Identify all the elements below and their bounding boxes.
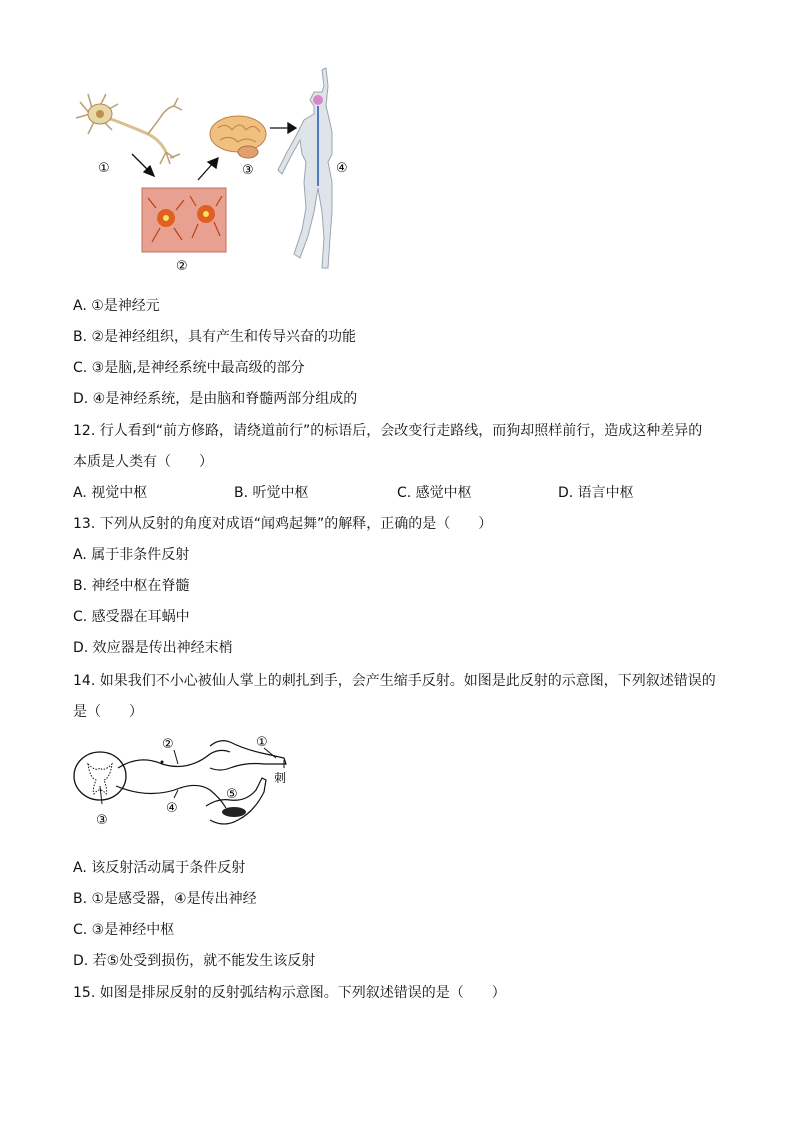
leader-2	[174, 750, 178, 764]
arrow-2-to-3	[198, 158, 218, 180]
q12-stem-line1: 12. 行人看到“前方修路，请绕道前行”的标语后，会改变行走路线，而狗却照样前行，造成这种差异的	[73, 423, 703, 439]
leader-4	[174, 790, 178, 798]
q12-stem-line2: 本质是人类有（ ）	[73, 454, 213, 470]
reflex-label-4: ④	[166, 801, 178, 816]
afferent-nerve	[118, 750, 230, 768]
reflex-arc-figure	[70, 728, 300, 832]
brain-drawing	[210, 116, 266, 152]
q11-option-a: A. ①是神经元	[73, 298, 160, 314]
q14-stem-line1: 14. 如果我们不小心被仙人掌上的刺扎到手，会产生缩手反射。如图是此反射的示意图，下列叙述错误的	[73, 673, 716, 689]
q12-option-b: B. 听觉中枢	[234, 485, 309, 501]
figure1-label-4: ④	[336, 161, 348, 176]
neuron-nucleus	[96, 110, 104, 118]
ganglion-dot	[161, 761, 164, 764]
thorn-label: 刺	[274, 771, 287, 785]
figure1-label-3: ③	[242, 163, 254, 178]
q11-option-d: D. ④是神经系统，是由脑和脊髓两部分组成的	[73, 391, 358, 407]
reflex-label-3: ③	[96, 813, 108, 828]
q11-option-b: B. ②是神经组织，具有产生和传导兴奋的功能	[73, 329, 357, 345]
human-nervous-system-drawing	[278, 68, 332, 268]
q13-option-b: B. 神经中枢在脊髓	[73, 578, 190, 594]
q12-option-a: A. 视觉中枢	[73, 485, 148, 501]
q13-option-a: A. 属于非条件反射	[73, 547, 190, 563]
q14-option-a: A. 该反射活动属于条件反射	[73, 860, 246, 876]
tissue-nucleus-2	[203, 211, 209, 217]
nerve-tissue-image	[142, 188, 226, 252]
reflex-label-2: ②	[162, 737, 174, 752]
q15-stem: 15. 如图是排尿反射的反射弧结构示意图。下列叙述错误的是（ ）	[73, 985, 506, 1001]
q12-option-d: D. 语言中枢	[558, 485, 634, 501]
q14-stem-line2: 是（ ）	[73, 704, 143, 720]
nervous-system-figure	[70, 62, 370, 277]
neuron-drawing	[76, 94, 182, 164]
q13-stem: 13. 下列从反射的角度对成语“闻鸡起舞”的解释，正确的是（ ）	[73, 516, 493, 532]
arrow-1-to-2	[132, 154, 154, 176]
arm-outline-top	[210, 741, 286, 770]
tissue-nucleus-1	[163, 215, 169, 221]
q14-option-b: B. ①是感受器，④是传出神经	[73, 891, 257, 907]
effector-muscle	[222, 807, 246, 817]
figure1-label-1: ①	[98, 161, 110, 176]
q11-option-c: C. ③是脑,是神经系统中最高级的部分	[73, 360, 305, 376]
q14-option-d: D. 若⑤处受到损伤，就不能发生该反射	[73, 953, 316, 969]
q14-option-c: C. ③是神经中枢	[73, 922, 175, 938]
reflex-label-5: ⑤	[226, 787, 238, 802]
figure1-label-2: ②	[176, 259, 188, 274]
q13-option-c: C. 感受器在耳蜗中	[73, 609, 190, 625]
arrow-3-to-4	[270, 123, 296, 133]
q13-option-d: D. 效应器是传出神经末梢	[73, 640, 233, 656]
figure-brain-highlight	[313, 95, 323, 105]
q12-option-c: C. 感觉中枢	[397, 485, 472, 501]
cerebellum	[238, 146, 258, 158]
reflex-label-1: ①	[256, 735, 268, 750]
